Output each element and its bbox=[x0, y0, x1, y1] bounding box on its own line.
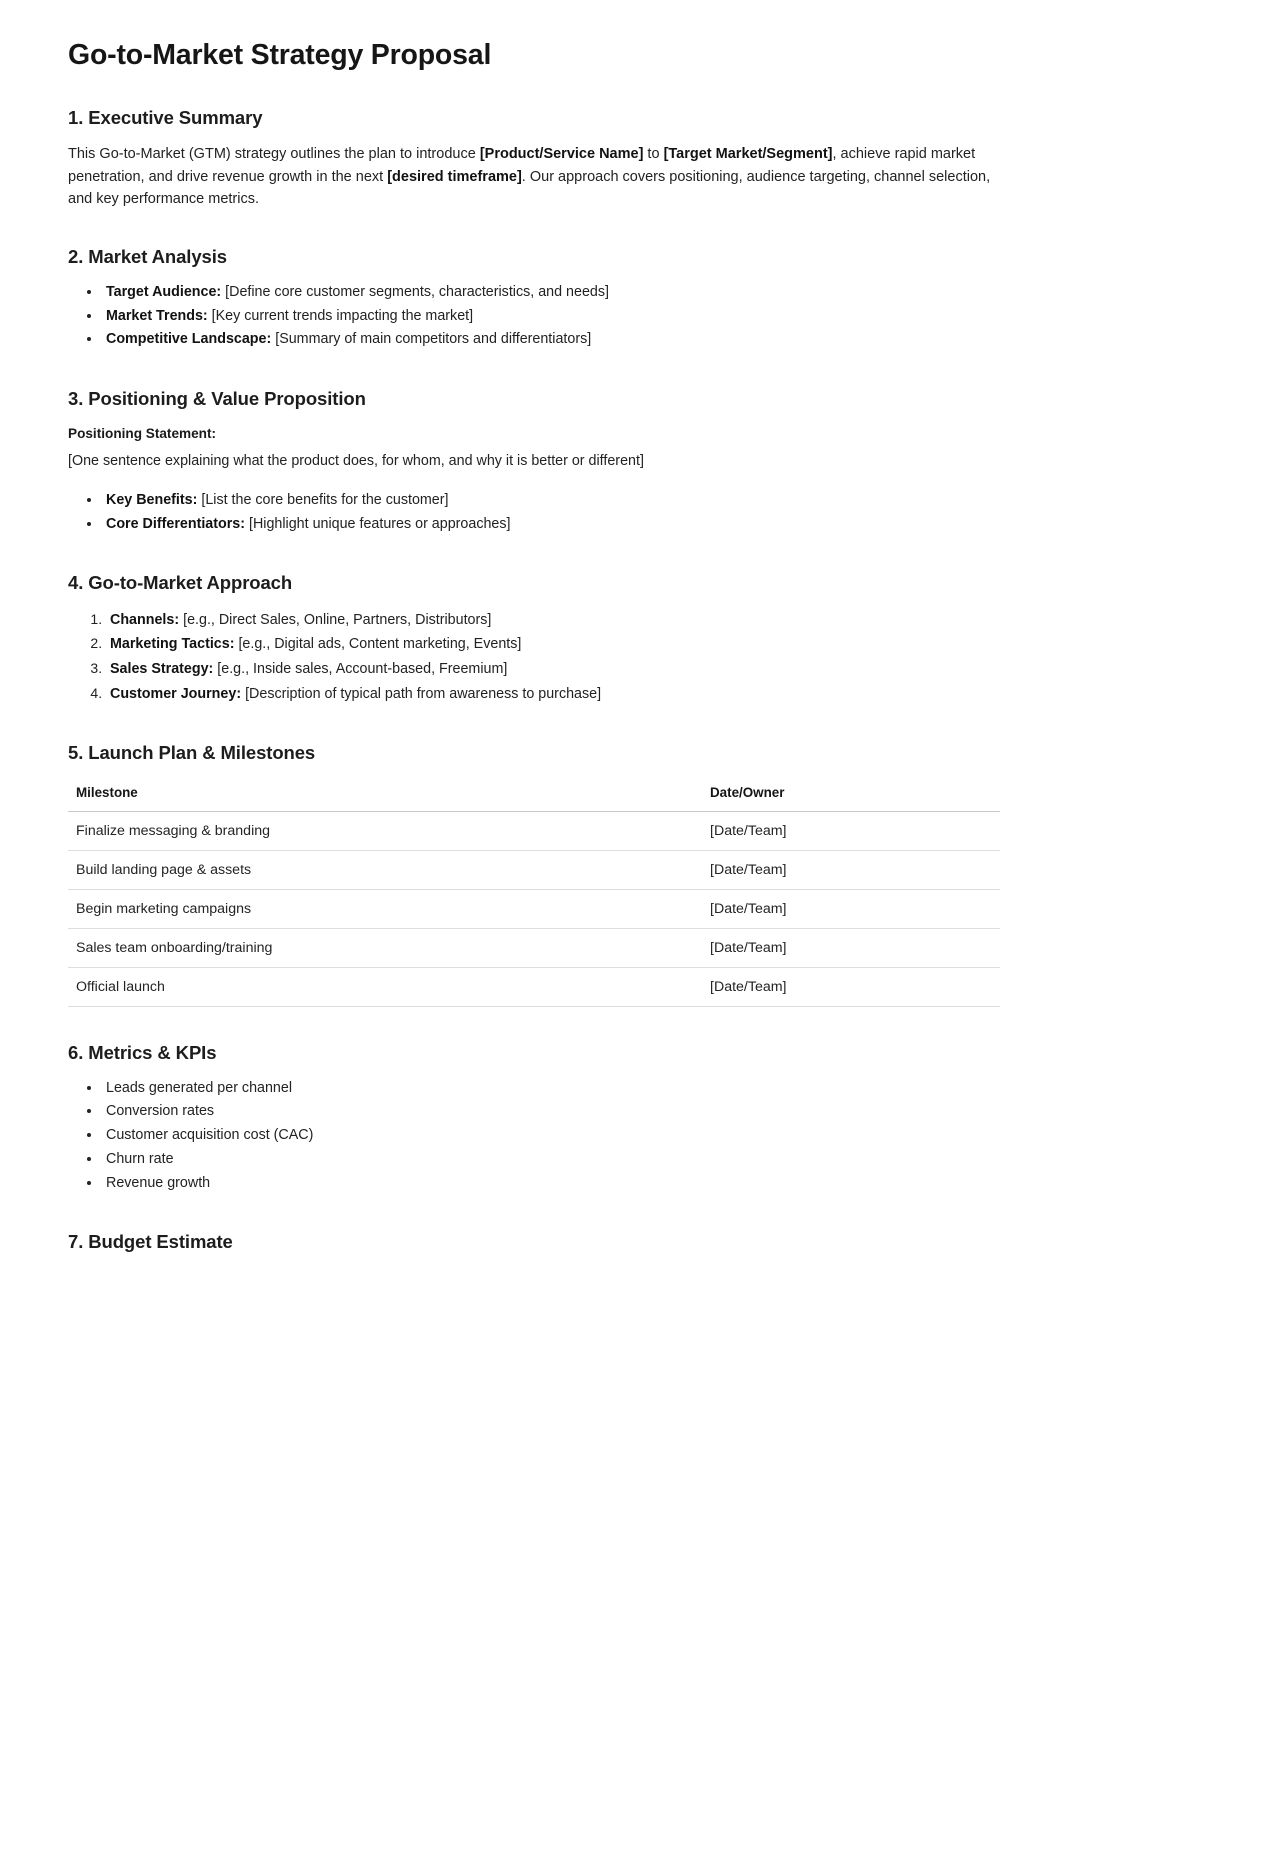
summary-text-part-3: , achieve rapid market penetration, and drive revenue growth in the next bbox=[68, 146, 976, 185]
cell-date-owner: [Date/Team] bbox=[700, 889, 1000, 928]
positioning-list bbox=[68, 490, 1000, 534]
table-body bbox=[68, 811, 1000, 1006]
list-item-label: Customer Journey: bbox=[110, 685, 242, 702]
summary-text-part-1: This Go-to-Market (GTM) strategy outlines the plan to introduce bbox=[68, 146, 480, 163]
section-launch-plan bbox=[68, 741, 1000, 1006]
list-item-label: Sales Strategy: bbox=[110, 660, 214, 677]
positioning-statement-label: Positioning Statement: bbox=[68, 426, 217, 442]
list-item-value: [e.g., Inside sales, Account-based, Freemium] bbox=[213, 660, 508, 677]
heading-positioning: 3. Positioning & Value Proposition bbox=[68, 388, 366, 409]
list-item-value: [e.g., Direct Sales, Online, Partners, Distributors] bbox=[179, 611, 492, 628]
placeholder-target-market-segment: [Target Market/Segment] bbox=[663, 146, 833, 163]
spacer bbox=[68, 211, 1000, 245]
cell-date-owner: [Date/Team] bbox=[700, 967, 1000, 1006]
section-budget-estimate bbox=[68, 1230, 1000, 1253]
list-item-value: [Description of typical path from awareness to purchase] bbox=[241, 685, 602, 702]
cell-milestone: Finalize messaging & branding bbox=[68, 811, 700, 850]
cell-milestone: Build landing page & assets bbox=[68, 850, 700, 889]
milestones-table bbox=[68, 779, 1000, 1007]
list-item-value: [e.g., Digital ads, Content marketing, Events] bbox=[234, 636, 522, 653]
spacer bbox=[68, 537, 1000, 571]
gtm-approach-list bbox=[68, 609, 1000, 705]
list-item bbox=[106, 609, 1000, 631]
list-item-label: Market Trends: bbox=[106, 307, 208, 324]
heading-gtm-approach: 4. Go-to-Market Approach bbox=[68, 572, 293, 594]
list-item-value: [Summary of main competitors and differentiators] bbox=[271, 331, 592, 348]
summary-text-part-2: to bbox=[643, 146, 664, 163]
spacer bbox=[68, 707, 1000, 741]
list-item bbox=[102, 514, 1000, 535]
list-item: • Churn rate bbox=[102, 1149, 1000, 1170]
placeholder-product-service-name: [Product/Service Name] bbox=[479, 146, 644, 163]
table-row bbox=[68, 928, 1000, 967]
list-item-label: Channels: bbox=[110, 611, 180, 628]
executive-summary-paragraph bbox=[68, 143, 1000, 210]
section-executive-summary bbox=[68, 106, 1000, 211]
list-item bbox=[102, 329, 1000, 350]
list-item bbox=[102, 306, 1000, 327]
list-item: • Leads generated per channel bbox=[102, 1078, 1000, 1099]
list-item-value: [List the core benefits for the customer] bbox=[197, 491, 449, 508]
cell-milestone: Sales team onboarding/training bbox=[68, 928, 700, 967]
list-item: • Customer acquisition cost (CAC) bbox=[102, 1125, 1000, 1146]
list-item-label: Core Differentiators: bbox=[106, 515, 246, 532]
list-item-label: Key Benefits: bbox=[106, 491, 198, 508]
cell-date-owner: [Date/Team] bbox=[700, 928, 1000, 967]
placeholder-desired-timeframe: [desired timeframe] bbox=[387, 168, 522, 185]
list-item bbox=[102, 490, 1000, 511]
list-item bbox=[106, 658, 1000, 680]
section-metrics-kpis bbox=[68, 1041, 1000, 1194]
section-positioning bbox=[68, 387, 1000, 534]
heading-executive-summary: 1. Executive Summary bbox=[68, 107, 263, 129]
spacer bbox=[68, 472, 1000, 490]
cell-milestone: Begin marketing campaigns bbox=[68, 889, 700, 928]
list-item-value: [Define core customer segments, characteristics, and needs] bbox=[221, 283, 609, 300]
list-item bbox=[102, 282, 1000, 303]
list-item-value: [Key current trends impacting the market] bbox=[207, 307, 474, 324]
section-gtm-approach bbox=[68, 571, 1000, 704]
list-item-label: Target Audience: bbox=[106, 283, 222, 300]
table-row bbox=[68, 889, 1000, 928]
list-item-label: Marketing Tactics: bbox=[110, 636, 235, 653]
spacer bbox=[68, 1007, 1000, 1041]
list-item-label: Competitive Landscape: bbox=[106, 331, 272, 348]
list-item-value: [Highlight unique features or approaches] bbox=[245, 515, 511, 532]
table-header bbox=[68, 779, 1000, 812]
list-item: • Revenue growth bbox=[102, 1173, 1000, 1194]
list-item bbox=[106, 633, 1000, 655]
column-header-date-owner: Date/Owner bbox=[700, 779, 1000, 812]
list-item: • Conversion rates bbox=[102, 1101, 1000, 1122]
positioning-statement-text: [One sentence explaining what the product does, for whom, and why it is better or different] bbox=[68, 452, 644, 469]
heading-metrics-kpis: 6. Metrics & KPIs bbox=[68, 1041, 217, 1063]
summary-text-part-4: . Our approach covers positioning, audience targeting, channel selection, and key performance metrics. bbox=[68, 168, 991, 208]
heading-market-analysis: 2. Market Analysis bbox=[68, 245, 227, 267]
market-analysis-list bbox=[68, 282, 1000, 350]
table-header-row bbox=[68, 779, 1000, 812]
table-row bbox=[68, 967, 1000, 1006]
heading-launch-plan: 5. Launch Plan & Milestones bbox=[68, 742, 316, 764]
cell-date-owner: [Date/Team] bbox=[700, 811, 1000, 850]
table-row bbox=[68, 850, 1000, 889]
list-item bbox=[106, 683, 1000, 705]
page-title: Go-to-Market Strategy Proposal bbox=[68, 39, 492, 71]
spacer bbox=[68, 1196, 1000, 1230]
cell-milestone: Official launch bbox=[68, 967, 700, 1006]
heading-budget-estimate: 7. Budget Estimate bbox=[68, 1231, 233, 1253]
spacer bbox=[68, 353, 1000, 387]
section-market-analysis bbox=[68, 245, 1000, 350]
table-row bbox=[68, 811, 1000, 850]
column-header-milestone: Milestone bbox=[68, 779, 700, 812]
cell-date-owner: [Date/Team] bbox=[700, 850, 1000, 889]
metrics-list bbox=[68, 1078, 1000, 1194]
